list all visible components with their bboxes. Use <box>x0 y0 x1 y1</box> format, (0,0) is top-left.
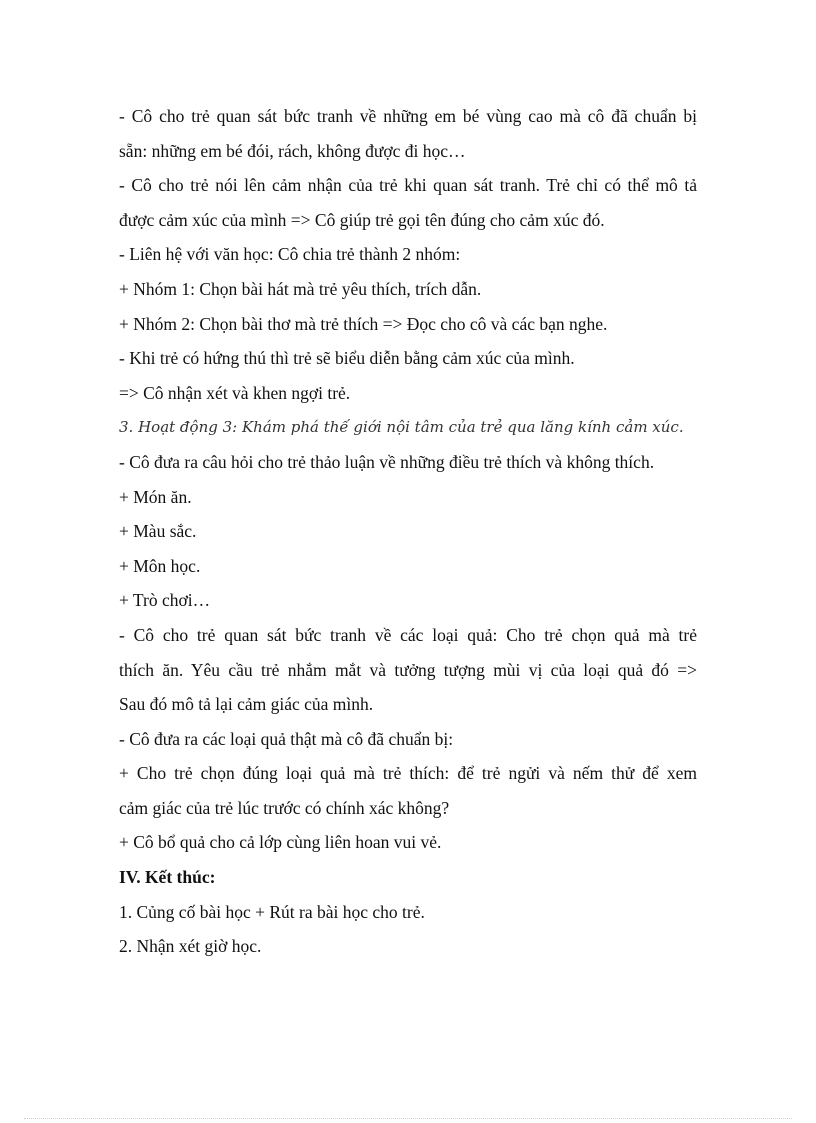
document-body <box>119 100 697 965</box>
text-line: - Cô cho trẻ quan sát bức tranh về các loại quả: Cho trẻ chọn quả mà trẻ <box>119 624 697 645</box>
list-item: 2. Nhận xét giờ học. <box>119 936 262 957</box>
text-line: thích ăn. Yêu cầu trẻ nhắm mắt và tưởng tượng mùi vị của loại quả đó => <box>119 659 697 680</box>
page-bottom-divider <box>24 1118 792 1119</box>
section-heading-activity-3: 3. Hoạt động 3: Khám phá thế giới nội tâm của trẻ qua lăng kính cảm xúc. <box>119 418 684 437</box>
text-line: Sau đó mô tả lại cảm giác của mình. <box>119 694 374 715</box>
list-item: + Trò chơi… <box>119 590 211 611</box>
text-line: + Cho trẻ chọn đúng loại quả mà trẻ thích: để trẻ ngửi và nếm thử để xem <box>119 763 697 784</box>
text-line: - Cô cho trẻ quan sát bức tranh về những em bé vùng cao mà cô đã chuẩn bị <box>119 106 697 126</box>
text-line: + Nhóm 1: Chọn bài hát mà trẻ yêu thích, trích dẫn. <box>119 278 482 299</box>
text-line: - Cô đưa ra các loại quả thật mà cô đã chuẩn bị: <box>119 728 454 749</box>
text-line: - Cô cho trẻ nói lên cảm nhận của trẻ khi quan sát tranh. Trẻ chỉ có thể mô tả <box>119 175 697 196</box>
text-line: + Cô bổ quả cho cả lớp cùng liên hoan vui vẻ. <box>119 832 442 853</box>
text-line: => Cô nhận xét và khen ngợi trẻ. <box>119 382 351 403</box>
list-item: + Màu sắc. <box>119 521 197 542</box>
list-item: 1. Củng cố bài học + Rút ra bài học cho trẻ. <box>119 901 425 922</box>
text-line: - Cô đưa ra câu hỏi cho trẻ thảo luận về những điều trẻ thích và không thích. <box>119 451 655 472</box>
text-line: - Liên hệ với văn học: Cô chia trẻ thành 2 nhóm: <box>119 244 461 265</box>
list-item: + Món ăn. <box>119 486 192 507</box>
text-line: cảm giác của trẻ lúc trước có chính xác không? <box>119 797 450 818</box>
text-line: + Nhóm 2: Chọn bài thơ mà trẻ thích => Đọc cho cô và các bạn nghe. <box>119 313 608 334</box>
list-item: + Môn học. <box>119 555 201 576</box>
text-line: sẵn: những em bé đói, rách, không được đi học… <box>119 140 466 161</box>
text-line: được cảm xúc của mình => Cô giúp trẻ gọi tên đúng cho cảm xúc đó. <box>119 209 605 230</box>
section-heading-conclusion: IV. Kết thúc: <box>119 867 216 888</box>
text-line: - Khi trẻ có hứng thú thì trẻ sẽ biểu diễn bằng cảm xúc của mình. <box>119 348 575 369</box>
